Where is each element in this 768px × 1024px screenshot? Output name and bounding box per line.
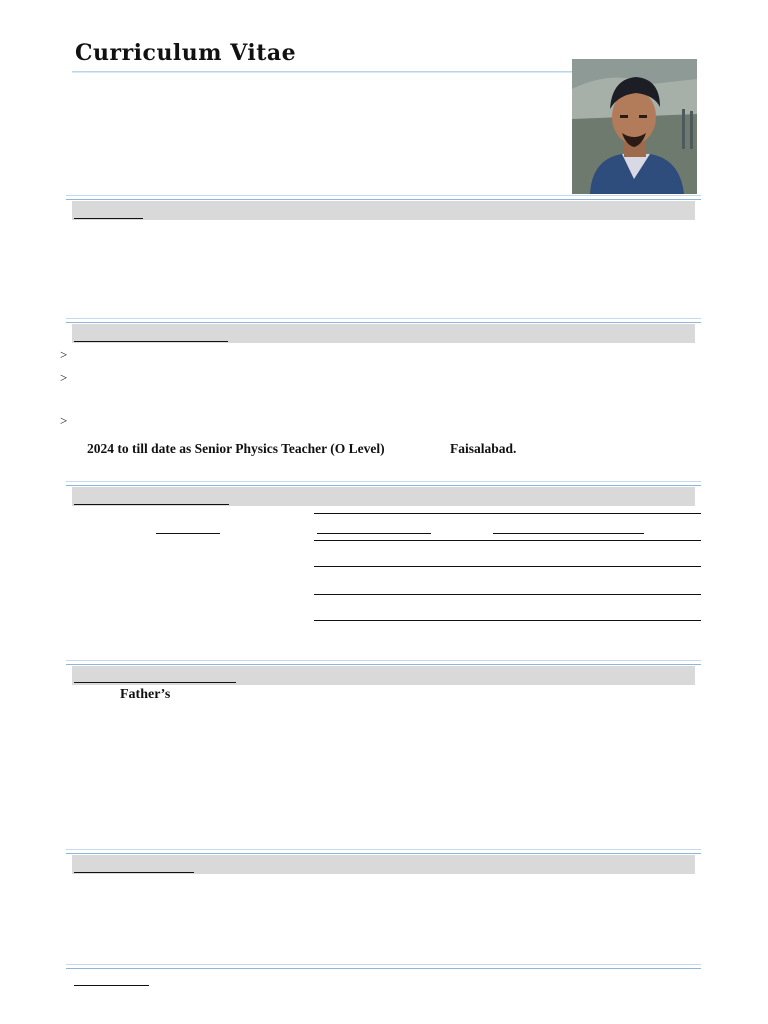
section-rule: [66, 481, 701, 482]
table-rule: [314, 620, 701, 621]
section-heading-underline: [74, 218, 143, 219]
section-rule: [66, 322, 701, 323]
section-header-bar: [72, 201, 695, 220]
cv-title: Curriculum Vitae: [75, 40, 297, 66]
section-heading-underline: [74, 985, 149, 986]
section-heading-underline: [74, 341, 228, 342]
section-heading-underline: [74, 682, 236, 683]
section-rule: [66, 660, 701, 661]
section-heading-underline: [74, 872, 194, 873]
section-rule: [66, 199, 701, 200]
section-rule: [66, 968, 701, 969]
bullet-arrow: >: [60, 413, 68, 428]
bullet-arrow: >: [60, 370, 68, 385]
section-rule: [66, 964, 701, 965]
table-rule: [314, 513, 701, 514]
section-rule: [66, 195, 701, 196]
section-rule: [66, 853, 701, 854]
experience-location: Faisalabad.: [450, 441, 517, 456]
section-rule: [66, 485, 701, 486]
column-underline: [317, 533, 431, 534]
column-underline: [493, 533, 644, 534]
table-rule: [314, 594, 701, 595]
bullet-arrow: >: [60, 347, 68, 362]
table-rule: [314, 566, 701, 567]
section-rule: [66, 849, 701, 850]
table-rule: [314, 540, 701, 541]
section-heading-underline: [74, 504, 229, 505]
personal-item-label: Father’s: [120, 687, 171, 702]
section-rule: [66, 664, 701, 665]
title-rule: [72, 71, 572, 73]
column-underline: [156, 533, 220, 534]
experience-entry: 2024 to till date as Senior Physics Teacher (O Level): [87, 441, 385, 456]
section-rule: [66, 318, 701, 319]
profile-photo: [572, 59, 697, 194]
